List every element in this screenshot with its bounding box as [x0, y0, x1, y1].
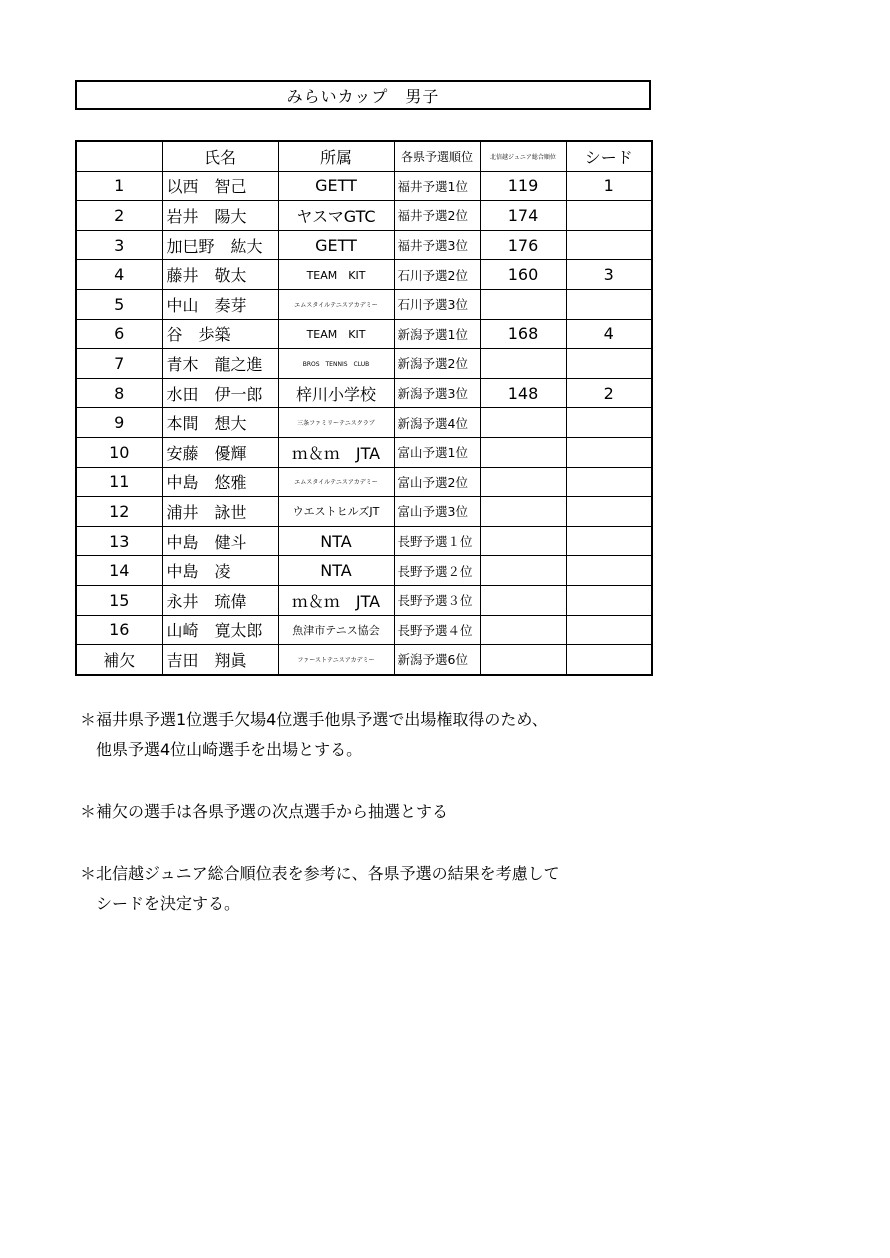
hokushinetsu-rank — [480, 467, 566, 497]
header-seed: シード — [566, 141, 652, 171]
row-number: 14 — [76, 556, 162, 586]
seed-value — [566, 615, 652, 645]
player-club: TEAM KIT — [278, 319, 394, 349]
table-row — [76, 615, 652, 645]
header-name: 氏名 — [162, 141, 278, 171]
prefecture-rank: 新潟予選1位 — [394, 319, 480, 349]
seed-value — [566, 526, 652, 556]
hokushinetsu-rank: 148 — [480, 378, 566, 408]
hokushinetsu-rank: 119 — [480, 171, 566, 201]
prefecture-rank: 新潟予選3位 — [394, 378, 480, 408]
table-row — [76, 556, 652, 586]
table-row — [76, 201, 652, 231]
row-number: 6 — [76, 319, 162, 349]
table-row — [76, 467, 652, 497]
player-club: ｍ＆ｍ JTA — [278, 585, 394, 615]
prefecture-rank: 富山予選1位 — [394, 437, 480, 467]
table-row — [76, 526, 652, 556]
player-name: 岩井 陽大 — [162, 201, 278, 231]
notes-section — [80, 705, 560, 919]
row-number: 7 — [76, 349, 162, 379]
row-number: 13 — [76, 526, 162, 556]
row-number: 補欠 — [76, 645, 162, 675]
hokushinetsu-rank — [480, 497, 566, 527]
prefecture-rank: 長野予選１位 — [394, 526, 480, 556]
row-number: 5 — [76, 289, 162, 319]
player-name: 浦井 詠世 — [162, 497, 278, 527]
header-no — [76, 141, 162, 171]
hokushinetsu-rank — [480, 556, 566, 586]
player-club: エムスタイルテニスアカデミー — [278, 289, 394, 319]
player-name: 青木 龍之進 — [162, 349, 278, 379]
row-number: 8 — [76, 378, 162, 408]
prefecture-rank: 石川予選2位 — [394, 260, 480, 290]
player-name: 中島 健斗 — [162, 526, 278, 556]
note-line: ＊福井県予選1位選手欠場4位選手他県予選で出場権取得のため、 — [80, 710, 548, 729]
seed-value — [566, 349, 652, 379]
hokushinetsu-rank — [480, 408, 566, 438]
header-club: 所属 — [278, 141, 394, 171]
header-prefecture-rank: 各県予選順位 — [394, 141, 480, 171]
player-name: 中島 悠雅 — [162, 467, 278, 497]
player-name: 谷 歩築 — [162, 319, 278, 349]
row-number: 12 — [76, 497, 162, 527]
player-name: 安藤 優輝 — [162, 437, 278, 467]
prefecture-rank: 石川予選3位 — [394, 289, 480, 319]
prefecture-rank: 福井予選2位 — [394, 201, 480, 231]
seed-value — [566, 556, 652, 586]
hokushinetsu-rank — [480, 645, 566, 675]
hokushinetsu-rank: 176 — [480, 230, 566, 260]
player-name: 山崎 寛太郎 — [162, 615, 278, 645]
player-name: 以西 智己 — [162, 171, 278, 201]
prefecture-rank: 新潟予選6位 — [394, 645, 480, 675]
table-row — [76, 171, 652, 201]
prefecture-rank: 新潟予選4位 — [394, 408, 480, 438]
hokushinetsu-rank — [480, 289, 566, 319]
prefecture-rank: 長野予選４位 — [394, 615, 480, 645]
row-number: 15 — [76, 585, 162, 615]
row-number: 11 — [76, 467, 162, 497]
player-table — [75, 140, 653, 676]
row-number: 2 — [76, 201, 162, 231]
seed-value: 1 — [566, 171, 652, 201]
seed-value — [566, 497, 652, 527]
hokushinetsu-rank — [480, 437, 566, 467]
player-club: GETT — [278, 230, 394, 260]
player-club: エムスタイルテニスアカデミー — [278, 467, 394, 497]
prefecture-rank: 長野予選２位 — [394, 556, 480, 586]
table-row — [76, 289, 652, 319]
hokushinetsu-rank: 174 — [480, 201, 566, 231]
hokushinetsu-rank — [480, 526, 566, 556]
note-line: ＊補欠の選手は各県予選の次点選手から抽選とする — [80, 802, 449, 821]
player-name: 加巳野 紘大 — [162, 230, 278, 260]
row-number: 10 — [76, 437, 162, 467]
hokushinetsu-rank — [480, 349, 566, 379]
player-name: 吉田 翔眞 — [162, 645, 278, 675]
player-club: ファーストテニスアカデミー — [278, 645, 394, 675]
note-line: シードを決定する。 — [96, 894, 241, 913]
prefecture-rank: 新潟予選2位 — [394, 349, 480, 379]
prefecture-rank: 富山予選3位 — [394, 497, 480, 527]
table-row — [76, 585, 652, 615]
row-number: 3 — [76, 230, 162, 260]
prefecture-rank: 福井予選1位 — [394, 171, 480, 201]
player-club: GETT — [278, 171, 394, 201]
seed-value — [566, 201, 652, 231]
hokushinetsu-rank — [480, 585, 566, 615]
seed-value — [566, 645, 652, 675]
player-club: TEAM KIT — [278, 260, 394, 290]
table-row — [76, 408, 652, 438]
seed-value — [566, 289, 652, 319]
player-name: 中島 凌 — [162, 556, 278, 586]
hokushinetsu-rank — [480, 615, 566, 645]
player-club: ｍ＆ｍ JTA — [278, 437, 394, 467]
table-row — [76, 378, 652, 408]
player-club: NTA — [278, 556, 394, 586]
table-header-row — [76, 141, 652, 171]
player-club: ヤスマGTC — [278, 201, 394, 231]
seed-value — [566, 585, 652, 615]
player-name: 藤井 敬太 — [162, 260, 278, 290]
player-club: NTA — [278, 526, 394, 556]
row-number: 16 — [76, 615, 162, 645]
player-club: ウエストヒルズJT — [278, 497, 394, 527]
hokushinetsu-rank: 168 — [480, 319, 566, 349]
table-row — [76, 497, 652, 527]
seed-value — [566, 437, 652, 467]
player-club: 三条ファミリーテニスクラブ — [278, 408, 394, 438]
player-club: 梓川小学校 — [278, 378, 394, 408]
prefecture-rank: 福井予選3位 — [394, 230, 480, 260]
player-name: 水田 伊一郎 — [162, 378, 278, 408]
seed-value: 3 — [566, 260, 652, 290]
page-title: みらいカップ 男子 — [75, 80, 651, 110]
row-number: 1 — [76, 171, 162, 201]
player-name: 中山 奏芽 — [162, 289, 278, 319]
table-row — [76, 349, 652, 379]
seed-value — [566, 467, 652, 497]
hokushinetsu-rank: 160 — [480, 260, 566, 290]
table-row — [76, 437, 652, 467]
table-row — [76, 230, 652, 260]
seed-value: 2 — [566, 378, 652, 408]
player-club: 魚津市テニス協会 — [278, 615, 394, 645]
prefecture-rank: 長野予選３位 — [394, 585, 480, 615]
seed-value: 4 — [566, 319, 652, 349]
row-number: 4 — [76, 260, 162, 290]
player-name: 本間 想大 — [162, 408, 278, 438]
note-line: ＊北信越ジュニア総合順位表を参考に、各県予選の結果を考慮して — [80, 864, 560, 883]
table-row — [76, 645, 652, 675]
seed-value — [566, 230, 652, 260]
header-hokushinetsu-rank: 北信越ジュニア総合順位 — [480, 141, 566, 171]
table-row — [76, 319, 652, 349]
seed-value — [566, 408, 652, 438]
note-line: 他県予選4位山崎選手を出場とする。 — [96, 740, 363, 759]
prefecture-rank: 富山予選2位 — [394, 467, 480, 497]
player-name: 永井 琉偉 — [162, 585, 278, 615]
player-club: BROS TENNIS CLUB — [278, 349, 394, 379]
table-row — [76, 260, 652, 290]
row-number: 9 — [76, 408, 162, 438]
